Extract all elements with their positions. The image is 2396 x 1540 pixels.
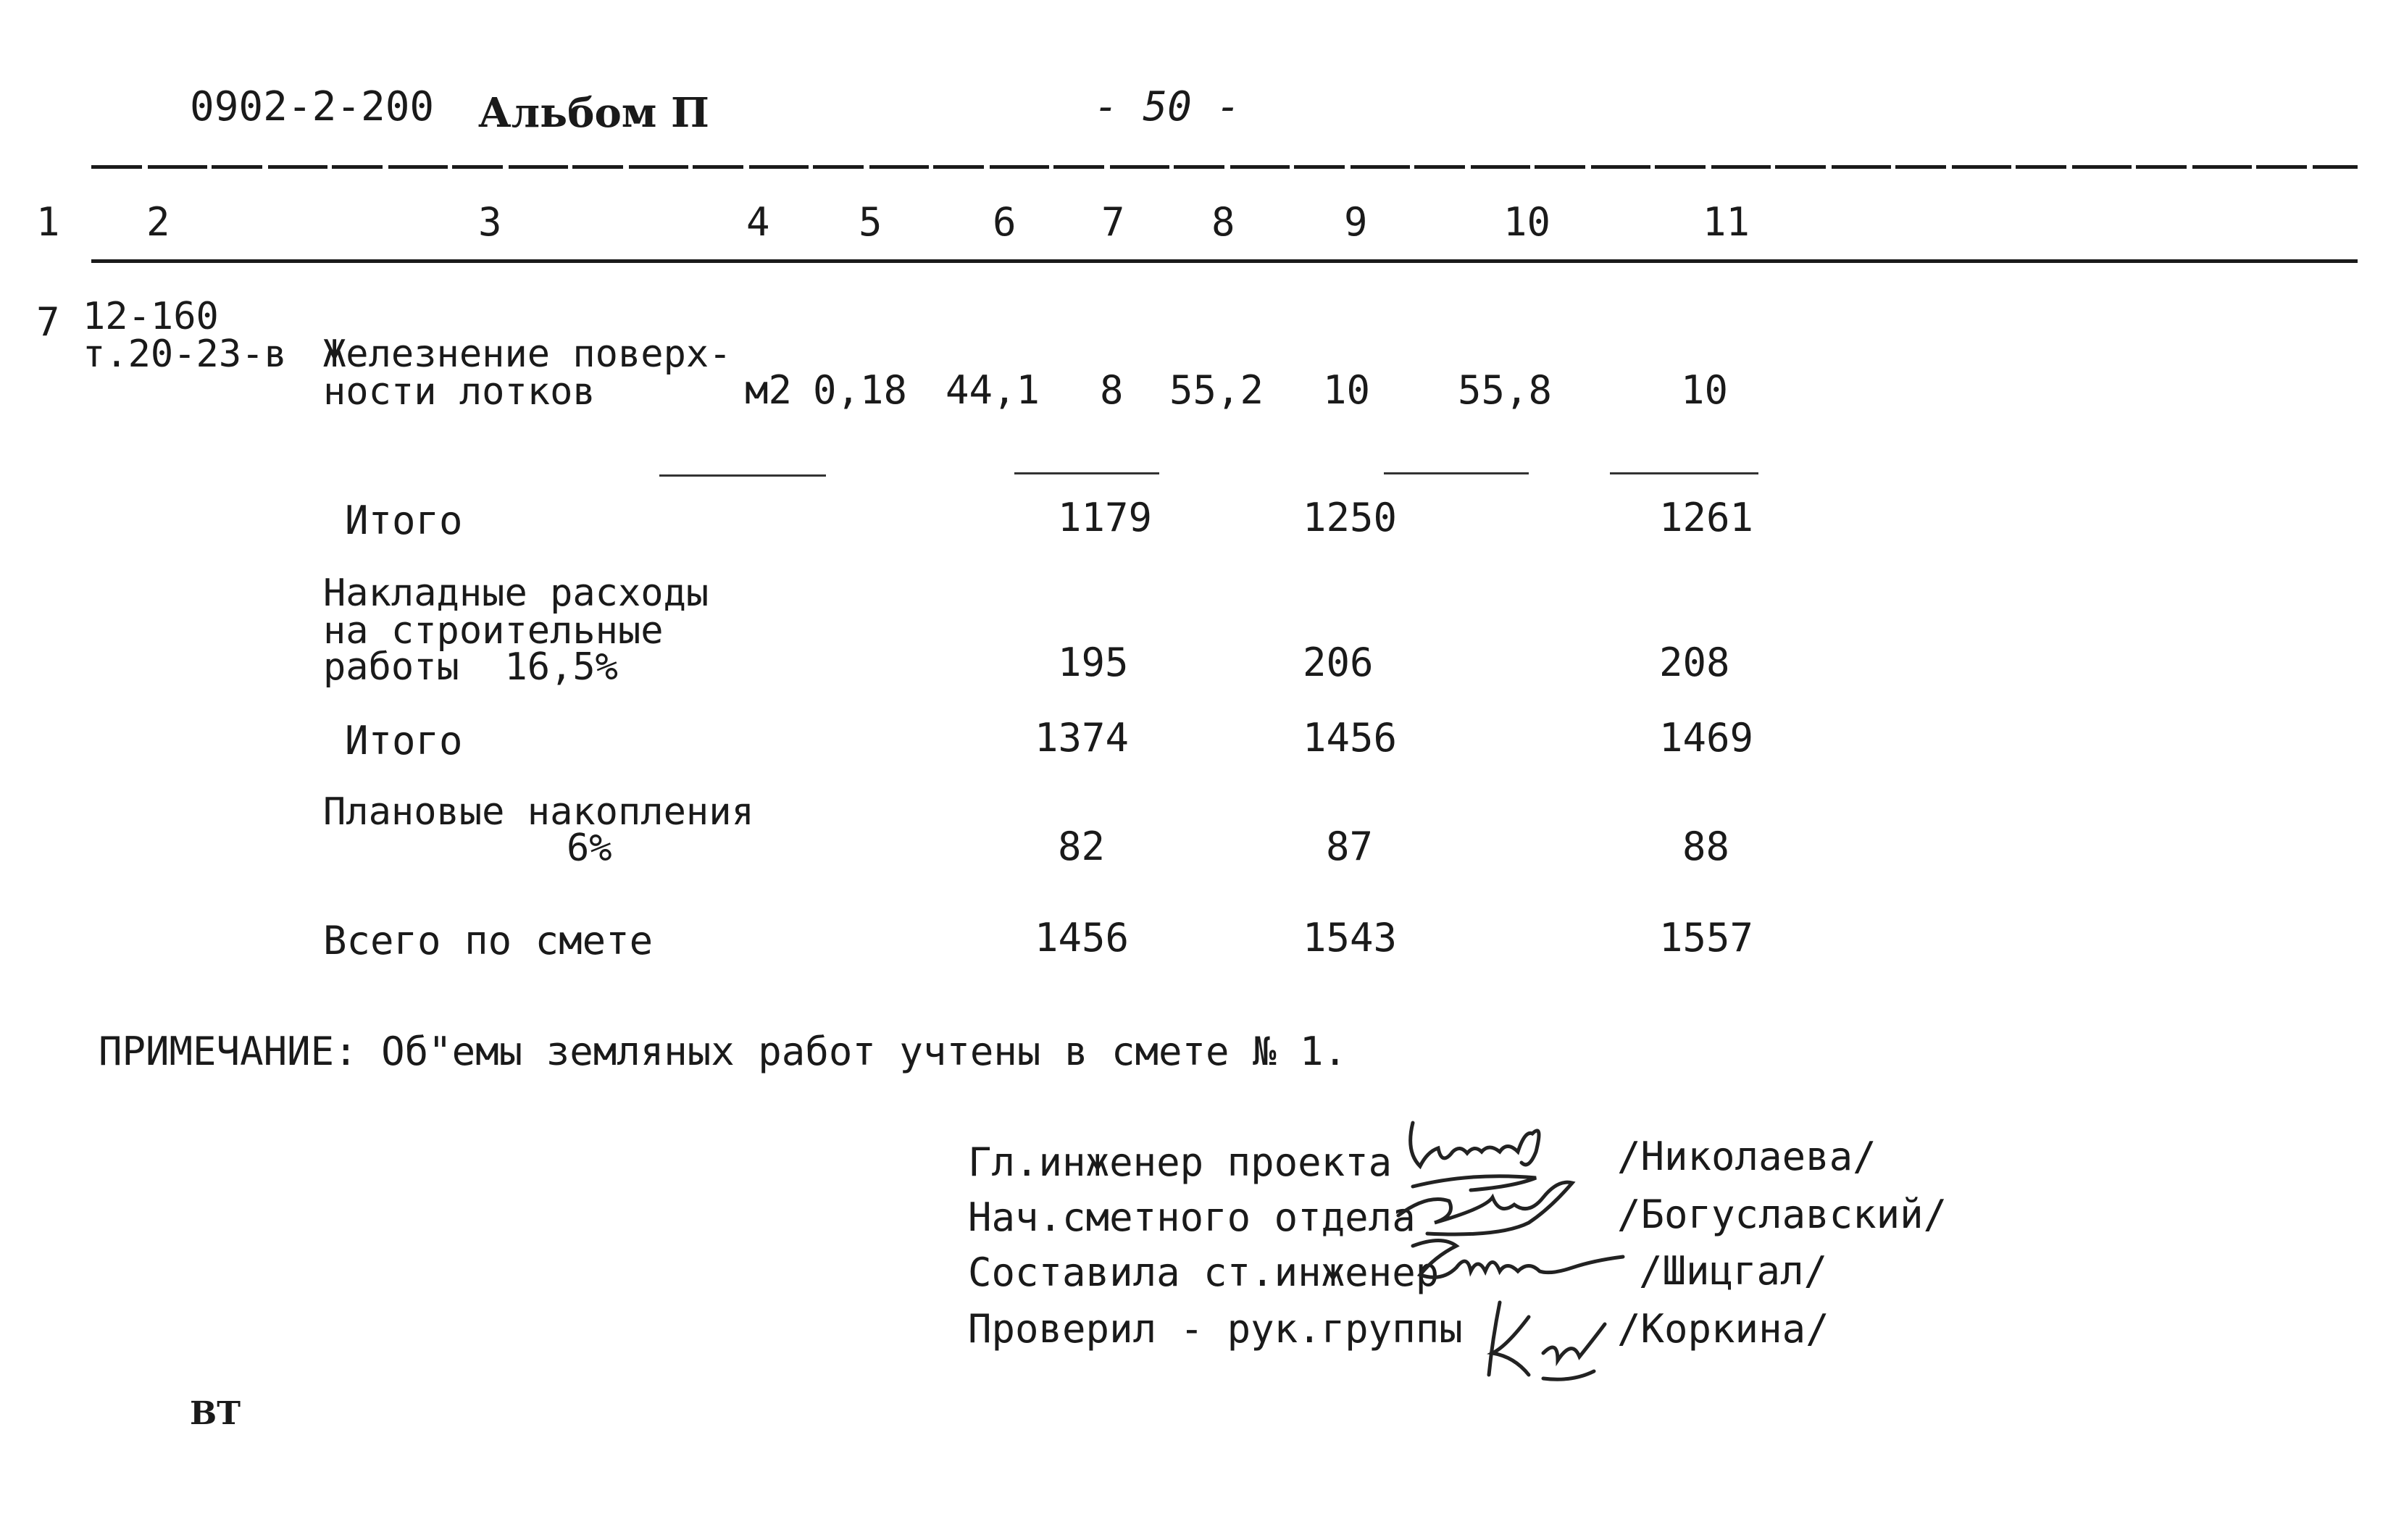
itogo2-col9: 1456: [1303, 715, 1398, 761]
doc-code: 0902-2-200: [190, 83, 435, 130]
signature-shitsgal-icon: [1398, 1231, 1637, 1297]
sum-line-col11: [1610, 472, 1758, 474]
row-col9: 10: [1323, 367, 1371, 413]
col-num-3: 3: [478, 199, 502, 245]
col-num-1: 1: [36, 199, 60, 245]
total-label: Всего по смете: [323, 918, 654, 963]
itogo2-col7: 1374: [1035, 715, 1130, 761]
itogo1-col7: 1179: [1058, 495, 1153, 540]
sum-line-col6: [659, 474, 826, 477]
row-number: 7: [36, 299, 60, 345]
top-rule: [91, 165, 2358, 169]
row-name-2: ности лотков: [323, 370, 596, 414]
planned-col7: 82: [1058, 824, 1106, 869]
col-num-7: 7: [1101, 199, 1125, 245]
overhead-line-2: на строительные: [323, 609, 664, 653]
row-col11: 10: [1681, 367, 1729, 413]
footer-mark: ВТ: [190, 1395, 241, 1432]
overhead-col11: 208: [1659, 640, 1730, 685]
col-num-4: 4: [746, 199, 770, 245]
itogo2-label: Итого: [345, 718, 463, 763]
overhead-line-1: Накладные расходы: [323, 572, 709, 615]
sign-role-1: Гл.инженер проекта: [968, 1139, 1393, 1185]
col-num-5: 5: [859, 199, 882, 245]
row-code-2: т.20-23-в: [83, 332, 287, 376]
itogo1-label: Итого: [345, 498, 463, 543]
sign-role-2: Нач.сметного отдела: [968, 1194, 1416, 1240]
row-name-1: Железнение поверх-: [323, 332, 732, 376]
overhead-col9: 206: [1303, 640, 1374, 685]
sum-line-col9: [1384, 472, 1529, 474]
total-col9: 1543: [1303, 915, 1398, 961]
total-col7: 1456: [1035, 915, 1130, 961]
planned-col9: 87: [1326, 824, 1374, 869]
overhead-col7: 195: [1058, 640, 1129, 685]
header-rule: [91, 259, 2358, 263]
col-num-8: 8: [1211, 199, 1235, 245]
planned-line-1: Плановые накопления: [323, 790, 754, 834]
overhead-line-3: работы 16,5%: [323, 645, 618, 689]
sum-line-col7: [1014, 472, 1159, 474]
row-qty: 0,18: [813, 367, 908, 413]
total-col11: 1557: [1659, 915, 1754, 961]
sign-name-1: /Николаева/: [1617, 1134, 1877, 1179]
col-num-6: 6: [993, 199, 1017, 245]
col-num-10: 10: [1503, 199, 1551, 245]
col-num-9: 9: [1344, 199, 1368, 245]
note: ПРИМЕЧАНИЕ: Об"емы земляных работ учтены в смете № 1.: [99, 1029, 1348, 1074]
sign-name-2: /Богуславский/: [1617, 1192, 1948, 1237]
album-label: Альбом П: [478, 89, 709, 137]
signature-korkina-icon: [1478, 1295, 1637, 1389]
page-number: - 50 -: [1094, 83, 1241, 130]
sign-role-3: Составила ст.инженер: [968, 1250, 1440, 1295]
row-col7: 8: [1100, 367, 1124, 413]
row-col8: 55,2: [1169, 367, 1264, 413]
itogo2-col11: 1469: [1659, 715, 1754, 761]
itogo1-col9: 1250: [1303, 495, 1398, 540]
col-num-11: 11: [1703, 199, 1750, 245]
sign-name-3: /Шицгал/: [1639, 1248, 1828, 1294]
row-col10: 55,8: [1458, 367, 1553, 413]
sign-role-4: Проверил - рук.группы: [968, 1306, 1463, 1352]
col-num-2: 2: [146, 199, 170, 245]
row-code-1: 12-160: [83, 295, 219, 338]
row-col6: 44,1: [946, 367, 1040, 413]
sign-name-4: /Коркина/: [1617, 1306, 1829, 1352]
planned-line-2: 6%: [567, 827, 612, 870]
itogo1-col11: 1261: [1659, 495, 1754, 540]
planned-col11: 88: [1682, 824, 1730, 869]
row-unit: м2: [745, 367, 793, 413]
